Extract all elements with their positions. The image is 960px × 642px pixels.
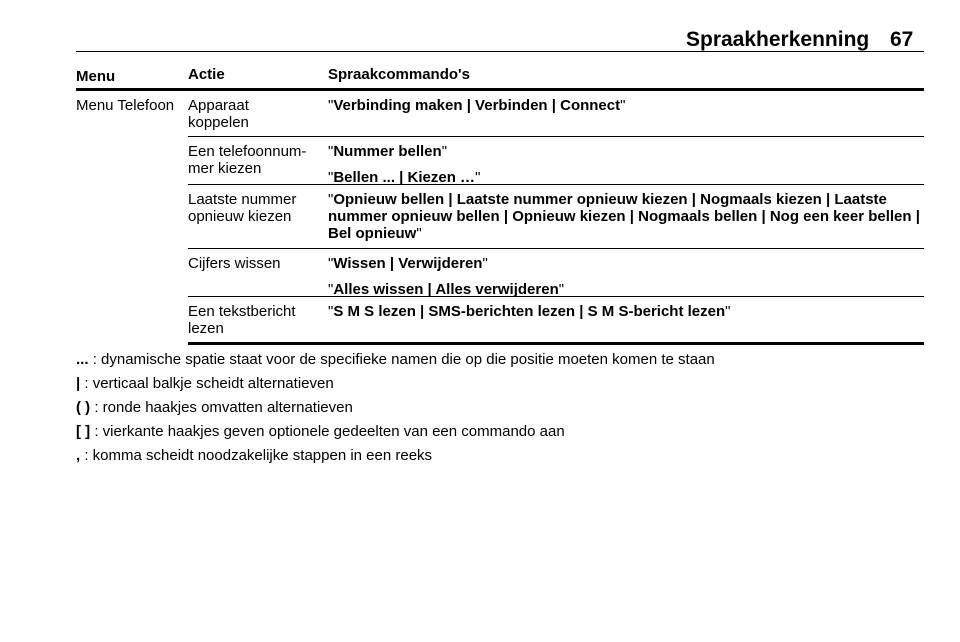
voice-command: "Opnieuw bellen | Laatste nummer opnieuw kiezen | Nogmaals kiezen | Laatste nummer opnieuw bellen | Opnieuw kiezen | Nogmaals bellen | Nog een keer bellen | Bel opnieuw" [328, 191, 920, 242]
commands-cell [328, 255, 924, 298]
legend-symbol: , [76, 447, 81, 464]
action-cell [188, 143, 328, 180]
column-header-action: Actie [188, 66, 225, 83]
legend-text: : vierkante haakjes geven optionele gedeelten van een commando aan [94, 423, 565, 440]
action-line: opnieuw kiezen [188, 208, 292, 225]
voice-command-table [76, 66, 924, 345]
header-divider [76, 51, 924, 52]
legend-item [76, 375, 924, 399]
action-line: lezen [188, 320, 224, 337]
table-row [188, 185, 924, 249]
legend-symbol: ( ) [76, 399, 91, 416]
action-cell [188, 303, 328, 338]
legend-item [76, 447, 924, 471]
legend-symbol: | [76, 375, 81, 392]
legend-symbol: [ ] [76, 423, 91, 440]
action-line: Apparaat [188, 97, 249, 114]
table-row [188, 91, 924, 137]
legend-text: : komma scheidt noodzakelijke stappen in een reeks [84, 447, 433, 464]
action-cell [188, 191, 328, 244]
table-row [188, 297, 924, 345]
menu-cell: Menu Telefoon [76, 97, 175, 114]
legend-text: : ronde haakjes omvatten alternatieven [94, 399, 353, 416]
action-line: koppelen [188, 114, 249, 131]
legend-text: : dynamische spatie staat voor de specifieke namen die op die positie moeten komen te staan [92, 351, 715, 368]
menu-group-telefoon [76, 91, 924, 345]
voice-command: "Verbinding maken | Verbinden | Connect" [328, 97, 626, 114]
table-row [188, 137, 924, 185]
action-line: Een telefoonnum- [188, 143, 307, 160]
commands-cell [328, 143, 924, 186]
legend-text: : verticaal balkje scheidt alternatieven [84, 375, 334, 392]
voice-command: "Wissen | Verwijderen" [328, 255, 488, 272]
action-line: Cijfers wissen [188, 255, 281, 272]
column-header-commands: Spraakcommando's [328, 66, 470, 83]
page-number: 67 [890, 28, 914, 51]
table-rows [188, 91, 924, 345]
legend [76, 351, 924, 471]
commands-cell [328, 191, 924, 244]
table-row [188, 249, 924, 297]
voice-command: "Bellen ... | Kiezen …" [328, 169, 481, 186]
commands-cell [328, 303, 924, 338]
page-header-title: Spraakherkenning [686, 28, 870, 51]
voice-command: "Nummer bellen" [328, 143, 448, 160]
table-header [76, 66, 924, 91]
action-cell [188, 255, 328, 292]
voice-command: "Alles wissen | Alles verwijderen" [328, 281, 565, 298]
column-header-menu: Menu [76, 68, 116, 85]
action-line: Laatste nummer [188, 191, 297, 208]
legend-item [76, 399, 924, 423]
voice-command: "S M S lezen | SMS-berichten lezen | S M S-bericht lezen" [328, 303, 731, 320]
action-line: Een tekstbericht [188, 303, 296, 320]
legend-item [76, 351, 924, 375]
legend-symbol: ... [76, 351, 89, 368]
commands-cell [328, 97, 924, 132]
legend-item [76, 423, 924, 447]
action-line: mer kiezen [188, 160, 262, 177]
action-cell [188, 97, 328, 132]
